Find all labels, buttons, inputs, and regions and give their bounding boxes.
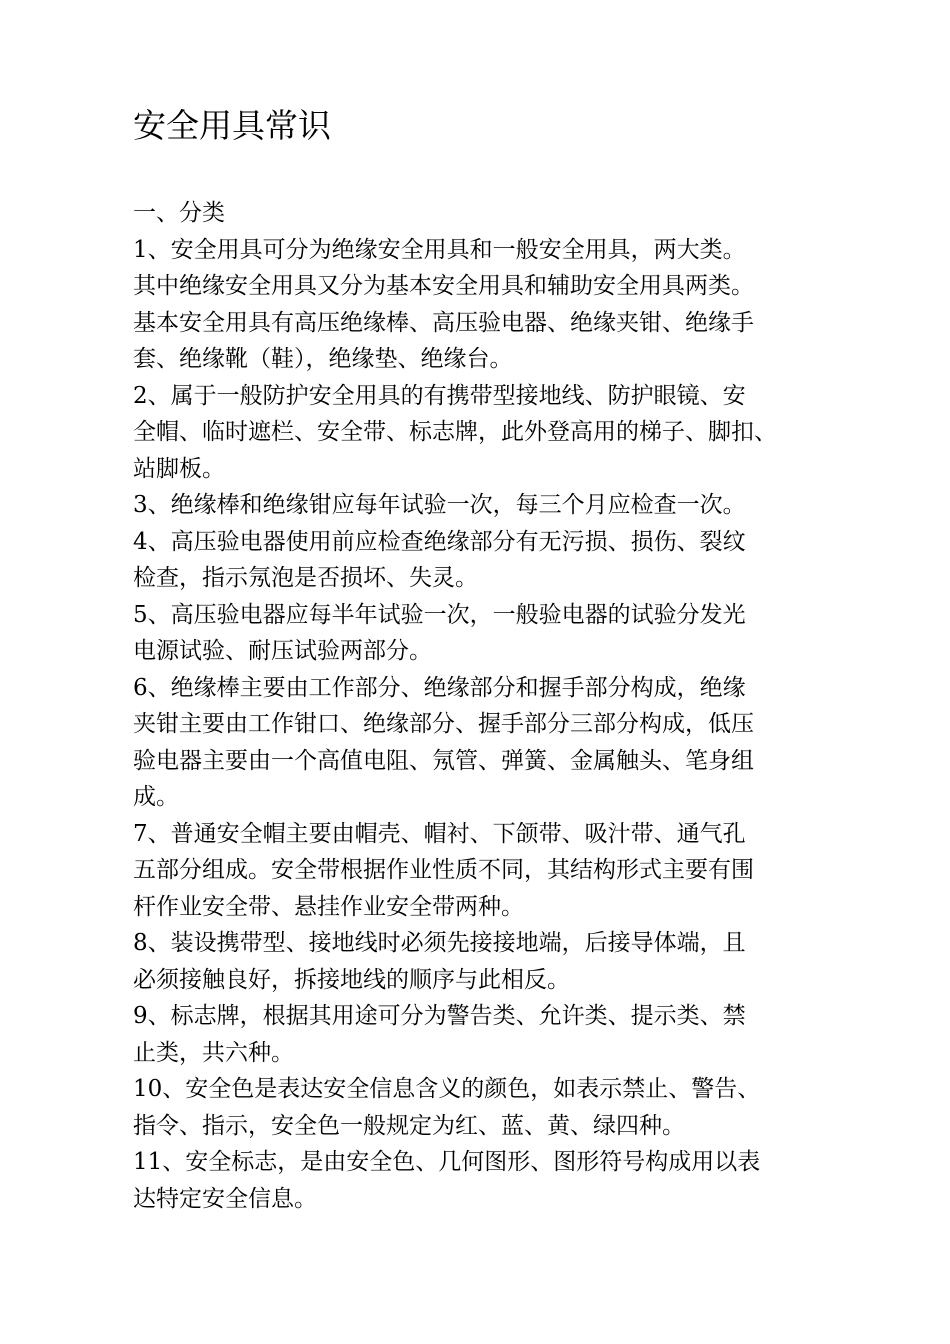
paragraph-line: 7、普通安全帽主要由帽壳、帽衬、下颌带、吸汁带、通气孔 [133, 820, 746, 847]
paragraph-line: 全帽、临时遮栏、安全带、标志牌，此外登高用的梯子、脚扣、 [133, 419, 777, 445]
paragraph-line: 站脚板。 [133, 455, 225, 482]
paragraph-3 [133, 487, 843, 524]
paragraph-5 [133, 597, 843, 670]
paragraph-9 [133, 998, 843, 1071]
paragraph-line: 4、高压验电器使用前应检查绝缘部分有无污损、损伤、裂纹 [133, 528, 746, 555]
paragraph-line: 电源试验、耐压试验两部分。 [133, 638, 432, 664]
document-title: 安全用具常识 [133, 106, 331, 145]
paragraph-line: 必须接触良好，拆接地线的顺序与此相反。 [133, 966, 570, 993]
paragraph-line: 2、属于一般防护安全用具的有携带型接地线、防护眼镜、安 [133, 382, 746, 409]
paragraph-line: 杆作业安全带、悬挂作业安全带两种。 [133, 893, 524, 920]
paragraph-line: 11、安全标志，是由安全色、几何图形、图形符号构成用以表 [133, 1149, 761, 1175]
paragraph-line: 检查，指示氖泡是否损坏、失灵。 [133, 565, 478, 591]
paragraph-11 [133, 1144, 843, 1217]
paragraph-line: 套、绝缘靴（鞋），绝缘垫、绝缘台。 [133, 346, 513, 372]
paragraph-line: 8、装设携带型、接地线时必须先接接地端，后接导体端，且 [133, 930, 746, 956]
document-body [133, 195, 843, 1217]
paragraph-4 [133, 524, 843, 597]
paragraph-10 [133, 1071, 843, 1144]
paragraph-line: 止类，共六种。 [133, 1039, 294, 1066]
paragraph-line: 夹钳主要由工作钳口、绝缘部分、握手部分三部分构成，低压 [133, 711, 754, 737]
paragraph-7 [133, 816, 843, 926]
paragraph-line: 五部分组成。安全带根据作业性质不同，其结构形式主要有围 [133, 857, 754, 883]
paragraph-line: 其中绝缘安全用具又分为基本安全用具和辅助安全用具两类。 [133, 273, 754, 299]
paragraph-line: 达特定安全信息。 [133, 1185, 317, 1212]
paragraph-line: 成。 [133, 784, 179, 810]
paragraph-line: 基本安全用具有高压绝缘棒、高压验电器、绝缘夹钳、绝缘手 [133, 309, 754, 336]
section-heading: 一、分类 [133, 200, 225, 226]
paragraph-line: 验电器主要由一个高值电阻、氖管、弹簧、金属触头、笔身组 [133, 747, 754, 774]
paragraph-line: 3、绝缘棒和绝缘钳应每年试验一次，每三个月应检查一次。 [133, 492, 746, 518]
paragraph-line: 9、标志牌，根据其用途可分为警告类、允许类、提示类、禁 [133, 1003, 746, 1029]
paragraph-6 [133, 670, 843, 816]
paragraph-line: 6、绝缘棒主要由工作部分、绝缘部分和握手部分构成，绝缘 [133, 674, 746, 701]
paragraph-2 [133, 378, 843, 488]
paragraph-8 [133, 925, 843, 998]
paragraph-1 [133, 232, 843, 378]
paragraph-line: 1、安全用具可分为绝缘安全用具和一般安全用具，两大类。 [133, 236, 746, 263]
paragraph-line: 5、高压验电器应每半年试验一次，一般验电器的试验分发光 [133, 601, 746, 628]
paragraph-line: 指令、指示，安全色一般规定为红、蓝、黄、绿四种。 [133, 1112, 685, 1139]
paragraph-line: 10、安全色是表达安全信息含义的颜色，如表示禁止、警告、 [133, 1076, 761, 1102]
